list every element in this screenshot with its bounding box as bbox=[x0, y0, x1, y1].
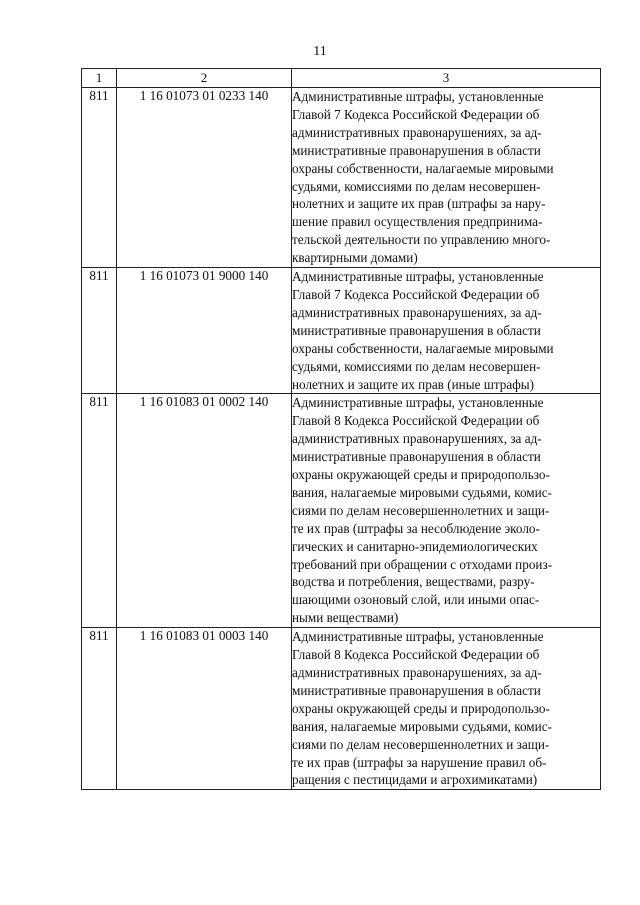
description-line: Административные штрафы, установленные bbox=[292, 395, 544, 411]
description-line: шение правил осуществления предпринима- bbox=[292, 214, 543, 230]
description-line: административных правонарушениях, за ад- bbox=[292, 124, 542, 140]
admin-code-cell: 811 bbox=[82, 628, 117, 790]
description-line: ращения с пестицидами и агрохимикатами) bbox=[292, 772, 538, 788]
admin-code-cell: 811 bbox=[82, 268, 117, 394]
description-line: судьями, комиссиями по делам несовершен- bbox=[292, 358, 541, 374]
description-line: Главой 8 Кодекса Российской Федерации об bbox=[292, 647, 540, 663]
description-line: министративные правонарушения в области bbox=[292, 682, 541, 698]
description-line: нолетних и защите их прав (штрафы за нару- bbox=[292, 196, 546, 212]
description-line: нолетних и защите их прав (иные штрафы) bbox=[292, 376, 535, 392]
description-line: Главой 7 Кодекса Российской Федерации об bbox=[292, 286, 540, 302]
description-line: водства и потребления, веществами, разру- bbox=[292, 574, 535, 590]
budget-classification-code-cell: 1 16 01073 01 9000 140 bbox=[117, 268, 292, 394]
description-line: Административные штрафы, установленные bbox=[292, 629, 544, 645]
description-line: требований при обращении с отходами произ- bbox=[292, 556, 553, 572]
table-row bbox=[82, 394, 601, 628]
description-line: квартирными домами) bbox=[292, 250, 418, 266]
table-row bbox=[82, 268, 601, 394]
column-header-1: 1 bbox=[82, 69, 117, 88]
description-line: Административные штрафы, установленные bbox=[292, 269, 544, 285]
description-line: Главой 8 Кодекса Российской Федерации об bbox=[292, 413, 540, 429]
admin-code-cell: 811 bbox=[82, 394, 117, 628]
description-line: охраны собственности, налагаемые мировыми bbox=[292, 160, 554, 176]
budget-codes-table bbox=[81, 68, 601, 790]
description-line: министративные правонарушения в области bbox=[292, 142, 541, 158]
column-header-3: 3 bbox=[292, 69, 601, 88]
column-header-2: 2 bbox=[117, 69, 292, 88]
description-line: гических и санитарно-эпидемиологических bbox=[292, 538, 538, 554]
description-cell bbox=[292, 628, 601, 790]
description-line: тельской деятельности по управлению много- bbox=[292, 232, 551, 248]
table-header-row bbox=[82, 69, 601, 88]
budget-classification-code-cell: 1 16 01083 01 0002 140 bbox=[117, 394, 292, 628]
description-line: вания, налагаемые мировыми судьями, комис- bbox=[292, 718, 552, 734]
description-line: те их прав (штрафы за нарушение правил об- bbox=[292, 754, 547, 770]
description-line: вания, налагаемые мировыми судьями, комис- bbox=[292, 484, 552, 500]
description-cell bbox=[292, 88, 601, 268]
description-line: административных правонарушениях, за ад- bbox=[292, 431, 542, 447]
table-row bbox=[82, 628, 601, 790]
description-line: сиями по делам несовершеннолетних и защи- bbox=[292, 736, 550, 752]
description-line: судьями, комиссиями по делам несовершен- bbox=[292, 178, 541, 194]
description-line: охраны окружающей среды и природопользо- bbox=[292, 700, 550, 716]
description-line: административных правонарушениях, за ад- bbox=[292, 304, 542, 320]
description-line: те их прав (штрафы за несоблюдение эколо- bbox=[292, 520, 540, 536]
description-line: ными веществами) bbox=[292, 610, 399, 626]
table-row bbox=[82, 88, 601, 268]
description-cell bbox=[292, 394, 601, 628]
budget-classification-code-cell: 1 16 01083 01 0003 140 bbox=[117, 628, 292, 790]
page-number: 11 bbox=[313, 44, 327, 59]
budget-classification-code-cell: 1 16 01073 01 0233 140 bbox=[117, 88, 292, 268]
admin-code-cell: 811 bbox=[82, 88, 117, 268]
description-line: министративные правонарушения в области bbox=[292, 449, 541, 465]
description-line: охраны окружающей среды и природопользо- bbox=[292, 467, 550, 483]
description-line: шающими озоновый слой, или иными опас- bbox=[292, 592, 540, 608]
description-line: министративные правонарушения в области bbox=[292, 322, 541, 338]
description-line: сиями по делам несовершеннолетних и защи- bbox=[292, 502, 550, 518]
description-line: административных правонарушениях, за ад- bbox=[292, 665, 542, 680]
description-line: охраны собственности, налагаемые мировыми bbox=[292, 340, 554, 356]
description-line: Главой 7 Кодекса Российской Федерации об bbox=[292, 106, 540, 122]
description-cell bbox=[292, 268, 601, 394]
description-line: Административные штрафы, установленные bbox=[292, 89, 544, 104]
